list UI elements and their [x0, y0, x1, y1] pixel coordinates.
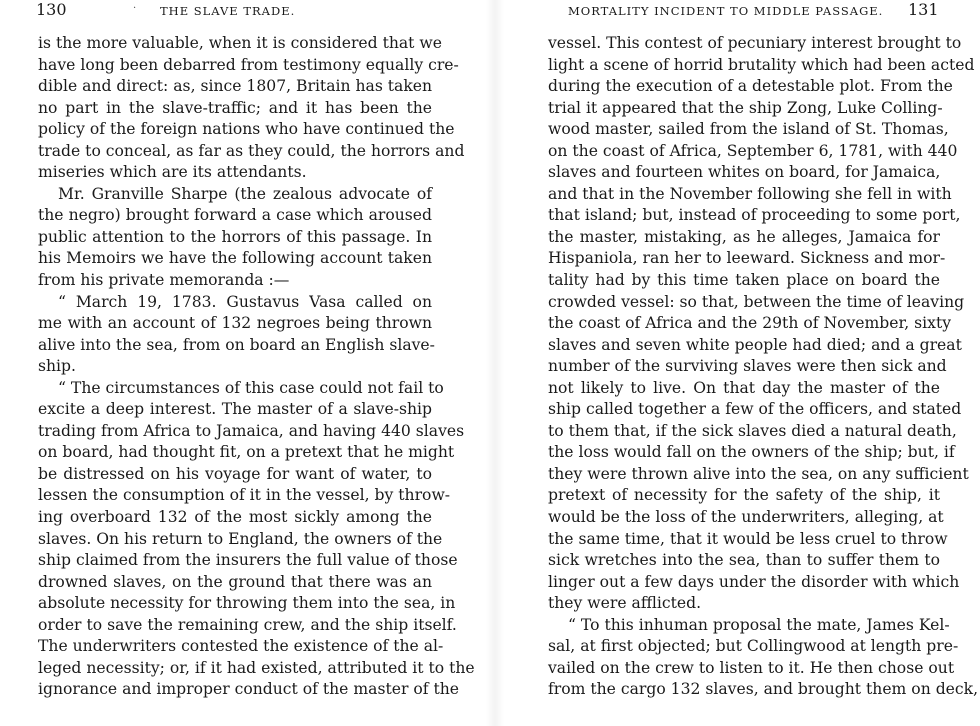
text-line: leged necessity; or, if it had existed, attributed it to the — [38, 658, 475, 677]
text-line: the coast of Africa and the 29th of November, sixty — [548, 314, 952, 333]
text-line: public attention to the horrors of this passage. In — [38, 227, 432, 246]
text-line: slaves and fourteen whites on board, for Jamaica, — [548, 163, 941, 182]
text-line: ing overboard 132 of the most sickly among the — [38, 508, 432, 527]
text-line: slaves. On his return to England, the owners of the — [38, 529, 443, 548]
text-line: on the coast of Africa, September 6, 1781, with 440 — [548, 141, 958, 160]
text-line: crowded vessel: so that, between the time of leaving — [548, 292, 965, 311]
text-line: his Memoirs we have the following account taken — [38, 249, 432, 268]
text-line: not likely to live. On that day the master of the — [548, 378, 940, 397]
text-line: have long been debarred from testimony equally cre- — [38, 55, 459, 74]
text-line: me with an account of 132 negroes being thrown — [38, 314, 432, 333]
text-line: alive into the sea, from on board an English slave- — [38, 335, 435, 354]
text-line: be distressed on his voyage for want of water, to — [38, 464, 432, 483]
text-line: that island; but, instead of proceeding to some port, — [548, 206, 961, 225]
text-line: ignorance and improper conduct of the master of the — [38, 680, 460, 699]
left-page-body — [38, 33, 475, 701]
text-line: policy of the foreign nations who have continued the — [38, 120, 455, 139]
text-line: during the execution of a detestable plot. From the — [548, 77, 953, 96]
text-line: trading from Africa to Jamaica, and having 440 slaves — [38, 421, 465, 440]
text-line: the same time, that it would be less cruel to throw — [548, 529, 948, 548]
text-line: order to save the remaining crew, and the ship itself. — [38, 615, 457, 634]
head-mark: · — [133, 3, 137, 14]
text-line: trial it appeared that the ship Zong, Luke Colling- — [548, 98, 943, 117]
left-running-head — [36, 0, 456, 22]
text-line: linger out a few days under the disorder with which — [548, 572, 960, 591]
text-line: vailed on the crew to listen to it. He then chose out — [548, 658, 955, 677]
text-line: would be the loss of the underwriters, alleging, at — [548, 508, 944, 527]
text-line: the loss would fall on the owners of the ship; but, if — [548, 443, 955, 462]
left-page-number: 130 — [36, 0, 67, 19]
text-line: from his private memoranda :— — [38, 271, 290, 290]
text-line: they were afflicted. — [548, 594, 702, 613]
text-line: from the cargo 132 slaves, and brought them on deck, — [548, 680, 979, 699]
text-line: they were thrown alive into the sea, on any sufficient — [548, 464, 969, 483]
text-line: the negro) brought forward a case which aroused — [38, 206, 432, 225]
text-line: sick wretches into the sea, than to suffer them to — [548, 551, 940, 570]
text-line: no part in the slave-traffic; and it has been the — [38, 98, 432, 117]
text-line: vessel. This contest of pecuniary interest brought to — [548, 34, 962, 52]
text-line: drowned slaves, on the ground that there was an — [38, 572, 432, 591]
text-line: trade to conceal, as far as they could, the horrors and — [38, 141, 465, 160]
text-line: sal, at first objected; but Collingwood at length pre- — [548, 637, 959, 656]
book-gutter — [486, 0, 504, 726]
text-line: ship claimed from the insurers the full value of those — [38, 551, 458, 570]
text-line: lessen the consumption of it in the vessel, by throw- — [38, 486, 451, 505]
text-line: “ To this inhuman proposal the mate, James Kel- — [568, 615, 950, 634]
text-line: dible and direct: as, since 1807, Britain has taken — [38, 77, 433, 96]
left-page — [0, 0, 475, 726]
right-page-body — [548, 33, 979, 701]
text-line: The underwriters contested the existence of the al- — [38, 637, 444, 656]
text-line: “ March 19, 1783. Gustavus Vasa called on — [58, 292, 432, 311]
text-line: wood master, sailed from the island of St. Thomas, — [548, 120, 949, 139]
text-line: “ The circumstances of this case could not fail to — [58, 378, 444, 397]
text-line: tality had by this time taken place on board the — [548, 271, 940, 290]
text-line: ship called together a few of the officers, and stated — [548, 400, 962, 419]
right-page — [520, 0, 980, 726]
text-line: and that in the November following she fell in with — [548, 184, 952, 203]
text-line: slaves and seven white people had died; and a great — [548, 335, 962, 354]
right-page-number: 131 — [908, 0, 939, 19]
text-line: on board, had thought fit, on a pretext that he might — [38, 443, 455, 462]
right-running-head — [544, 0, 964, 22]
text-line: Hispaniola, ran her to leeward. Sickness and mor- — [548, 249, 946, 268]
text-line: absolute necessity for throwing them into the sea, in — [38, 594, 456, 613]
text-line: miseries which are its attendants. — [38, 163, 307, 182]
text-line: the master, mistaking, as he alleges, Jamaica for — [548, 227, 940, 246]
text-line: light a scene of horrid brutality which had been acted — [548, 55, 975, 74]
right-running-title: MORTALITY INCIDENT TO MIDDLE PASSAGE. — [568, 4, 884, 18]
text-line: pretext of necessity for the safety of the ship, it — [548, 486, 940, 505]
text-line: excite a deep interest. The master of a slave-ship — [38, 400, 432, 419]
text-line: number of the surviving slaves were then sick and — [548, 357, 947, 376]
text-line: Mr. Granville Sharpe (the zealous advocate of — [58, 184, 432, 203]
text-line: is the more valuable, when it is considered that we — [38, 34, 442, 52]
left-running-title: THE SLAVE TRADE. — [160, 4, 296, 18]
text-line: to them that, if the sick slaves died a natural death, — [548, 421, 957, 440]
text-line: ship. — [38, 357, 76, 376]
